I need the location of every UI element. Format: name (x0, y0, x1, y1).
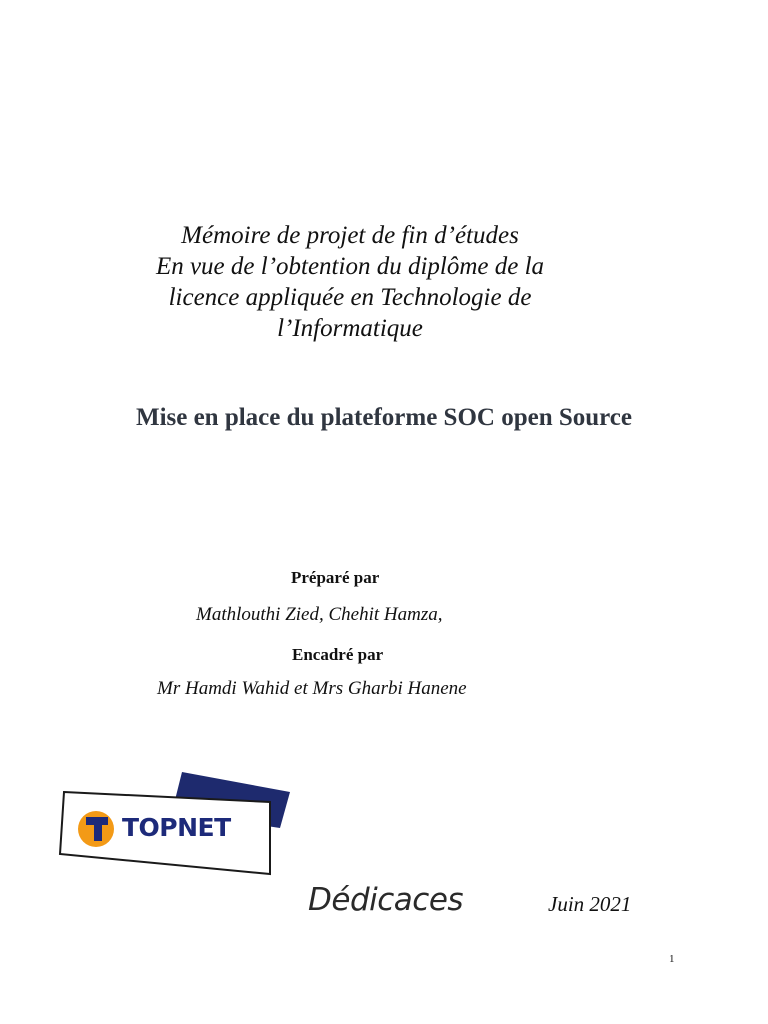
intro-line-2: En vue de l’obtention du diplôme de la (155, 253, 545, 280)
intro-line-1: Mémoire de projet de fin d’études (181, 222, 519, 249)
page-number: 1 (669, 953, 675, 965)
memoir-intro (80, 220, 620, 344)
supervised-by-names: Mr Hamdi Wahid et Mrs Gharbi Hanene (157, 678, 467, 699)
topnet-t-icon (78, 811, 114, 847)
date: Juin 2021 (548, 892, 632, 916)
intro-line-4: l’Informatique (277, 315, 423, 342)
prepared-by-names: Mathlouthi Zied, Chehit Hamza, (196, 604, 443, 625)
intro-line-3: licence appliquée en Technologie de (168, 284, 532, 311)
dedicaces-heading: Dédicaces (308, 882, 464, 918)
topnet-wordmark: TOPNET (122, 813, 231, 842)
prepared-by-label: Préparé par (291, 568, 380, 587)
topnet-logo (58, 770, 290, 876)
supervised-by-label: Encadré par (292, 645, 384, 664)
project-title: Mise en place du plateforme SOC open Source (135, 404, 633, 431)
